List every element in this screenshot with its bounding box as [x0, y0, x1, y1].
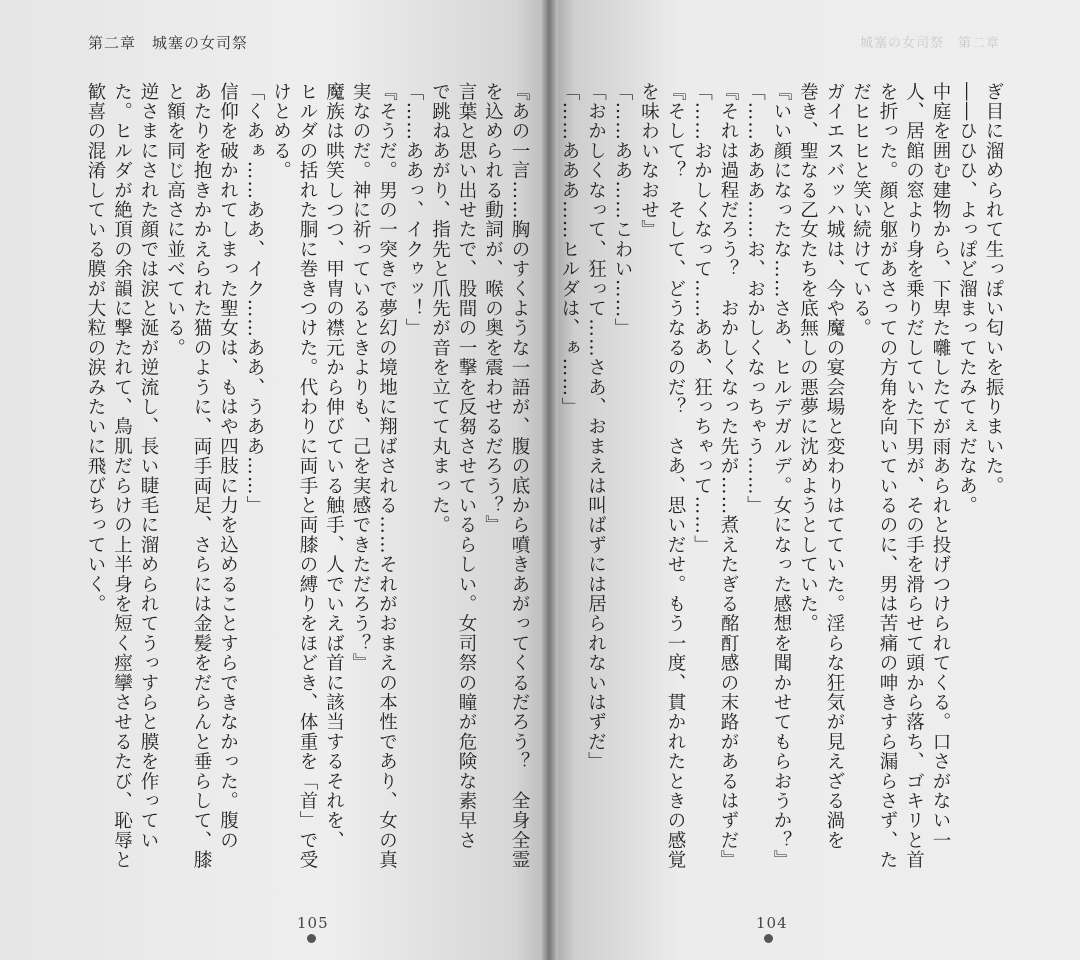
page-number-right: 104 [756, 914, 788, 932]
text-line: 「……ああ……こわい……」 [612, 82, 633, 339]
text-line: を込められる動詞が、喉の奥を震わせるだろう？』 [482, 82, 504, 536]
text-line: 「……おかしくなって……ああ、狂っちゃって……」 [691, 82, 713, 555]
text-line: を味わいなおせ』 [638, 82, 660, 240]
text-line: 「……ああっ、イクゥッ！」 [403, 82, 424, 339]
text-line: ヒルダの括れた胴に巻きつけた。代わりに両手と両膝の縛りをほどき、体重を「首」で受 [297, 82, 318, 870]
text-line: 歓喜の混淆している膜が大粒の涙みたいに飛びちっていく。 [85, 82, 106, 614]
text-line: 「……あああ……お、おかしくなっちゃう……」 [744, 82, 766, 516]
text-line: 『そして？ そして、どうなるのだ？ さあ、思いだせ。もう一度、貫かれたときの感覚 [665, 82, 686, 870]
text-line: 信仰を破かれてしまった聖女は、もはや四肢に力を込めることすらできなかった。腹の [217, 82, 239, 851]
text-line: けとめる。 [270, 82, 292, 181]
text-line: た。ヒルダが絶頂の余韻に撃たれて、鳥肌だらけの上半身を短く痙攣させるたび、恥辱と [111, 82, 133, 870]
text-line: ぎ目に溜められて生っぽい匂いを振りまいた。 [983, 82, 1004, 496]
text-line: 巻き、聖なる乙女たちを底無しの悪夢に沈めようとしていた。 [797, 82, 819, 634]
running-head-right: 城塞の女司祭 第二章 [859, 36, 1000, 51]
body-text-left [84, 82, 532, 870]
book-gutter [540, 0, 558, 960]
page-marker-dot-right [764, 934, 773, 943]
text-line: 「くあぁ……ああ、イク……ああ、うああ……」 [244, 82, 265, 516]
text-line: 言葉と思い出せたで、股間の一撃を反芻させているらしい。女司祭の瞳が危険な素早さ [456, 82, 477, 851]
text-line: 「……あああ……ヒルダは、ぁ……」 [559, 82, 580, 417]
text-line: 『そうだ。男の一突きで夢幻の境地に翔ばされる……それがおまえの本性であり、女の真 [376, 82, 398, 870]
text-line: だヒヒヒと笑い続けている。 [850, 82, 872, 339]
text-line: 『いい顔になったな……さあ、ヒルデガルデ。女になった感想を聞かせてもらおうか？』 [771, 82, 792, 870]
text-line: 逆さまにされた顔では涙と涎が逆流し、長い睫毛に溜められてうっすらと膜を作ってい [138, 82, 159, 851]
text-line: を折った。顔と躯があさっての方角を向いているのに、男は苦痛の呻きすら漏らさず、た [877, 82, 898, 870]
page-marker-dot-left [307, 934, 316, 943]
body-text-right [559, 82, 1006, 870]
running-head-left: 第二章 城塞の女司祭 [88, 34, 249, 52]
text-line: と額を同じ高さに並べている。 [164, 82, 186, 358]
text-line: で跳ねあがり、指先と爪先が音を立てて丸まった。 [429, 82, 451, 536]
text-line: 「おかしくなって、狂って……さあ、おまえは叫ばずには居られないはずだ」 [585, 82, 607, 772]
text-line: ガイエスバッハ城は、今や魔の宴会場と変わりはてていた。淫らな狂気が見えざる渦を [824, 82, 845, 851]
right-page [548, 0, 1080, 960]
text-line: 人、居館の窓より身を乗りだしていた下男が、その手を滑らせて頭から落ち、ゴキリと首 [903, 82, 925, 870]
text-line: 実なのだ。神に祈っているときよりも、己を実感できただろう？』 [350, 82, 371, 673]
text-line: 『それは過程だろう？ おかしくなった先が……煮えたぎる酩酊感の末路があるはずだ』 [718, 82, 739, 870]
page-number-left: 105 [297, 914, 329, 932]
text-line: あたりを抱きかかえられた猫のように、両手両足、さらには金髪をだらんと垂らして、膝 [191, 82, 212, 870]
text-line: 中庭を囲む建物から、下卑た囃したてが雨あられと投げつけられてくる。口さがない一 [930, 82, 951, 851]
text-line: 魔族は哄笑しつつ、甲冑の襟元から伸びている触手、人でいえば首に該当するそれを、 [323, 82, 345, 851]
text-line: 『あの一言……胸のすくような一語が、腹の底から噴きあがってくるだろう？ 全身全霊 [509, 82, 530, 870]
text-line: ――ひひひ、よっぽど溜まってたみてぇだなあ。 [956, 82, 978, 516]
